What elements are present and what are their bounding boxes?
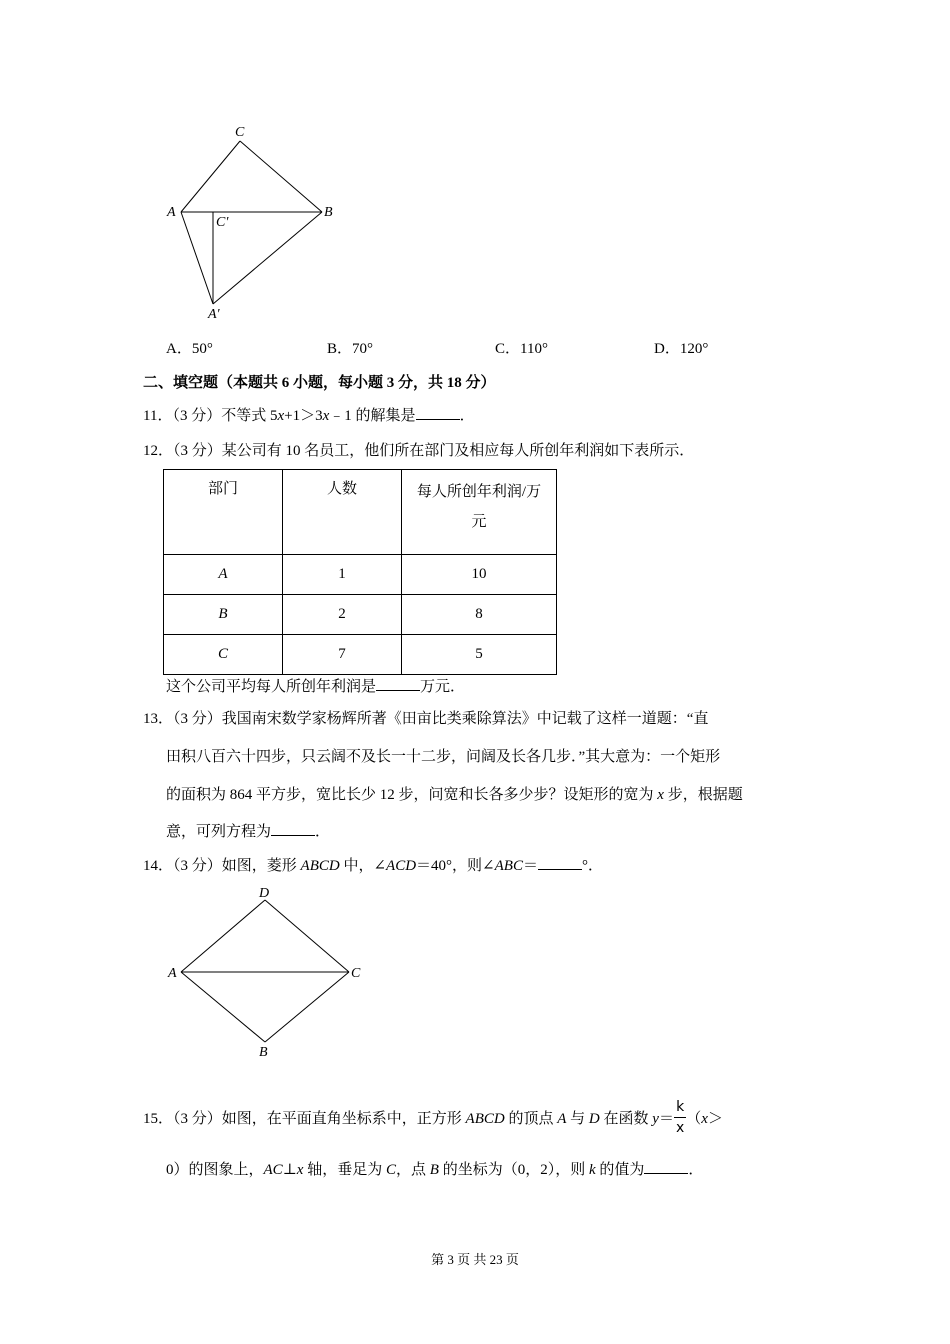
q13-text: 我国南宋数学家杨辉所著《田亩比类乘除算法》中记载了这样一道题：“直	[221, 711, 709, 727]
figure-rhombus	[160, 880, 375, 1065]
q10-option-d: D．120°	[654, 341, 709, 357]
answer-blank	[644, 1161, 688, 1174]
q12-after-table	[166, 675, 465, 696]
cell-count: 1	[283, 555, 402, 595]
table-row	[164, 555, 557, 595]
q12	[143, 439, 694, 460]
q15-var: B	[429, 1162, 439, 1178]
q13-text: 步，根据题	[663, 787, 743, 803]
q13-text: 的面积为 864 平方步，宽比长少 12 步，问宽和长各多少步？设矩形的宽为	[166, 787, 658, 803]
cell-dept: C	[164, 635, 283, 675]
q15-end: ．	[688, 1162, 704, 1178]
q15-var: ABCD	[465, 1111, 505, 1127]
q12-after-text: 这个公司平均每人所创年利润是	[166, 679, 377, 695]
q15-text: 与	[566, 1111, 589, 1127]
cell-dept: B	[164, 595, 283, 635]
q11-text: +1＞3	[284, 408, 323, 424]
q11	[143, 404, 475, 425]
q15-text: （	[686, 1111, 702, 1127]
q11-end: ．	[459, 408, 475, 424]
table-row	[164, 595, 557, 635]
cell-profit: 10	[402, 555, 557, 595]
table-header-row	[164, 470, 557, 555]
q10-option-a: A．50°	[166, 341, 213, 357]
q10-option-c: C．110°	[495, 341, 548, 357]
q15-text: 的值为	[595, 1162, 645, 1178]
label-d: D	[259, 886, 270, 901]
fraction-denominator: x	[675, 1120, 685, 1137]
section-title: 二、填空题（本题共 6 小题，每小题 3 分，共 18 分）	[143, 375, 496, 391]
header-dept: 部门	[164, 470, 283, 555]
table-row	[164, 635, 557, 675]
page-footer: 第 3 页 共 23 页	[431, 1252, 519, 1267]
q15-number: 15．	[143, 1111, 174, 1127]
cell-dept: A	[164, 555, 283, 595]
q14-text: 如图，菱形	[221, 858, 301, 874]
q14-score: （3 分）	[173, 858, 222, 874]
cell-count: 2	[283, 595, 402, 635]
q13-line2: 田积八百六十四步，只云阔不及长一十二步，问阔及长各几步．”其大意为：一个矩形	[166, 749, 721, 765]
profit-table	[163, 469, 557, 675]
q15-var: k	[588, 1162, 596, 1178]
q13-number: 13．	[143, 711, 174, 727]
figure-triangle-fold	[160, 120, 350, 325]
q15-var: AC	[263, 1162, 283, 1178]
answer-blank	[538, 857, 582, 870]
header-profit	[402, 470, 557, 555]
q12-after-unit: 万元．	[420, 679, 466, 695]
q14	[143, 854, 603, 875]
q15-line1	[143, 1097, 723, 1141]
answer-blank	[376, 678, 420, 691]
q13-line1	[143, 707, 708, 728]
q11-score: （3 分）	[172, 408, 222, 424]
q15-text: 的坐标为（0，2），则	[438, 1162, 589, 1178]
q11-text: 不等式 5	[221, 408, 278, 424]
q10-option-b: B．70°	[327, 341, 374, 357]
q15-var: C	[385, 1162, 396, 1178]
q15-score: （3 分）	[173, 1111, 222, 1127]
q15-var: A	[557, 1111, 567, 1127]
label-a: A	[167, 205, 176, 220]
q15-var: x	[296, 1162, 304, 1178]
q15-text: ＝	[658, 1111, 674, 1127]
label-a-prime: A′	[208, 307, 220, 322]
label-c: C	[235, 125, 245, 140]
label-c: C	[351, 966, 361, 981]
label-c-prime: C′	[216, 215, 229, 230]
q13-var: x	[657, 787, 664, 803]
q14-var: ABC	[494, 858, 523, 874]
q15-text: 的顶点	[504, 1111, 558, 1127]
q14-text: 中，∠	[339, 858, 387, 874]
q15-text: ⊥	[282, 1162, 297, 1178]
label-b: B	[259, 1045, 268, 1060]
q15-var: x	[701, 1111, 708, 1127]
q14-var: ABCD	[300, 858, 340, 874]
cell-profit: 5	[402, 635, 557, 675]
q14-text: ＝40°，则∠	[416, 858, 495, 874]
q11-number: 11．	[143, 408, 173, 424]
answer-blank	[271, 823, 315, 836]
q15-var: D	[588, 1111, 600, 1127]
label-a: A	[168, 966, 177, 981]
q14-var: ACD	[386, 858, 417, 874]
answer-blank	[416, 407, 460, 420]
q13-score: （3 分）	[173, 711, 222, 727]
q14-end: °．	[581, 858, 603, 874]
fraction-numerator: k	[674, 1100, 686, 1118]
cell-profit: 8	[402, 595, 557, 635]
fraction-k-over-x	[674, 1100, 686, 1135]
q13-end: ．	[315, 824, 331, 840]
q14-number: 14．	[143, 858, 174, 874]
q15-var: y	[652, 1111, 659, 1127]
q14-text: ＝	[522, 858, 538, 874]
q15-text: ，点	[396, 1162, 430, 1178]
q15-text: 在函数	[599, 1111, 653, 1127]
q11-var: x	[277, 408, 285, 424]
header-profit-line2: 元	[471, 514, 487, 530]
q15-text: 轴，垂足为	[303, 1162, 386, 1178]
header-count: 人数	[283, 470, 402, 555]
q15-text: 如图，在平面直角坐标系中，正方形	[221, 1111, 466, 1127]
q12-score: （3 分）	[173, 443, 222, 459]
cell-count: 7	[283, 635, 402, 675]
q13-line3	[166, 783, 743, 804]
label-b: B	[324, 205, 333, 220]
q15-text: ＞	[707, 1111, 723, 1127]
q13-line4	[166, 820, 330, 841]
q12-number: 12．	[143, 443, 174, 459]
q11-text: ﹣1 的解集是	[329, 408, 416, 424]
q15-line2	[166, 1158, 703, 1179]
q13-text: 意，可列方程为	[166, 824, 272, 840]
header-profit-line1: 每人所创年利润/万	[416, 484, 542, 500]
q15-text: 0）的图象上，	[166, 1162, 264, 1178]
q11-var: x	[322, 408, 330, 424]
q12-text: 某公司有 10 名员工，他们所在部门及相应每人所创年利润如下表所示．	[221, 443, 695, 459]
